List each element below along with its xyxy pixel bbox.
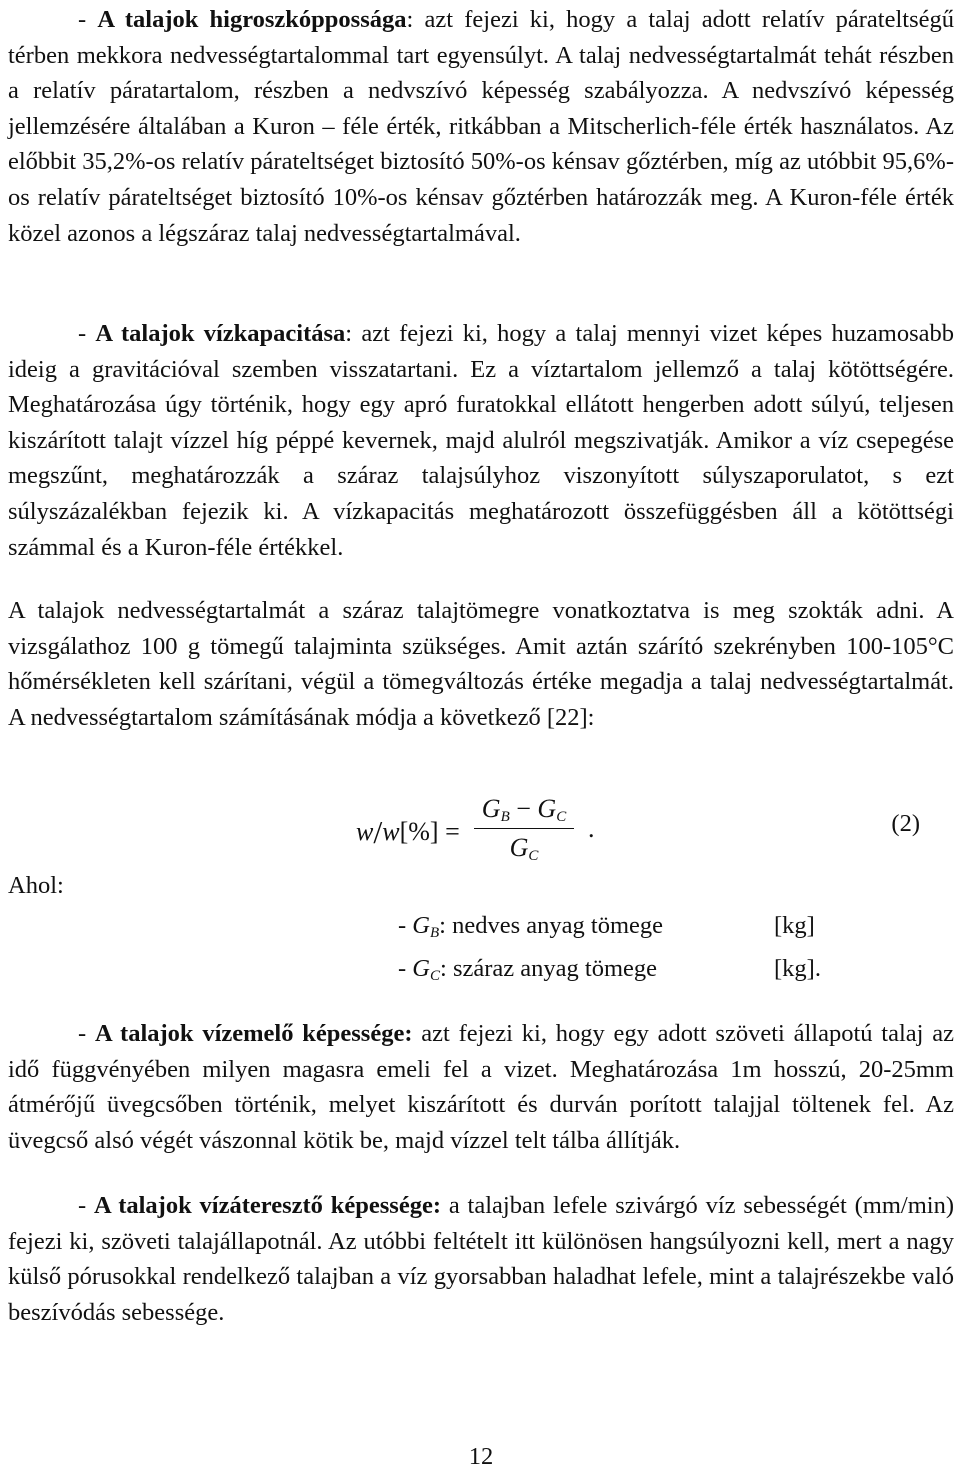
paragraph-text: : azt fejezi ki, hogy a talaj mennyi vizet képes huzamosabb ideig a gravitációval szemben visszatartani. Ez a víztartalom jellemző a talaj kötöttségére. Meghatározása úgy történik, hogy egy apró furatokkal ellátott hengerben adott súlyú, teljesen kiszárított talajt vízzel híg péppé kevernek, majd alulról megszivatják. Amikor a víz csepegése megszűnt, meghatározzák a száraz talajsúlyhoz viszonyított súlyszaporulatot, s ezt súlyszázalékban fejezik ki. A vízkapacitás meghatározott összefüggésben áll a kötöttségi számmal és a Kuron-féle értékkel.: [8, 320, 954, 561]
definition-row: - $G_B$: nedves anyag tömege [kg]: [398, 908, 821, 951]
paragraph-vizatereszto: - A talajok vízáteresztő képessége: a talajban lefele szivárgó víz sebességét (mm/min) fejezi ki, szöveti talajállapotnál. Az utóbbi feltételt itt különösen hangsúlyozni kell, mert a nagy külső pórusokkal rendelkező talajban a víz gyorsabban haladhat lefele, mint a talajrészekbe való beszívódás sebessége.: [8, 1192, 954, 1326]
paragraph-nedvessegtartalom: [8, 593, 954, 735]
fraction-numerator: $G_B - G_C$: [481, 794, 567, 825]
equation-2: w/w[%] = $G_B - G_C$ $G_C$ . (2): [356, 794, 920, 864]
fraction-bar: [474, 828, 574, 829]
unit: [kg].: [774, 955, 821, 982]
equation-number: (2): [891, 810, 920, 837]
unit: [kg]: [774, 912, 815, 939]
where-label: Ahol:: [8, 872, 64, 899]
equation-lhs: w/w[%] =: [356, 814, 460, 850]
paragraph-vizemelo: - A talajok vízemelő képessége: azt fejezi ki, hogy egy adott szöveti állapotú talaj az idő függvényében milyen magasra emeli fel a vizet. Meghatározása 1m hosszú, 20-25mm átmérőjű üvegcsőben történik, melyet kiszárított és durván porított talajjal töltenek fel. Az üvegcső alsó végét vászonnal kötik be, majd vízzel telt tálba állítják.: [8, 1020, 954, 1154]
variable-definitions: [398, 908, 821, 994]
page-number: 12: [468, 1443, 494, 1470]
paragraph-text: A talajok nedvességtartalmát a száraz talajtömegre vonatkoztatva is meg szokták adni. A vizsgálathoz 100 g tömegű talajminta szükséges. Amit aztán szárító szekrényben 100-105°C hőmérsékleten kell szárítani, végül a tömegváltozás értéke megadja a talaj nedvességtartalmát. A nedvességtartalom számításának módja a következő [22]:: [8, 597, 954, 731]
indent: [8, 6, 78, 33]
paragraph-text: : azt fejezi ki, hogy a talaj adott relatív párateltségű térben mekkora nedvességtartalommal tart egyensúlyt. A talaj nedvességtartalmát tehát részben a relatív páratartalom, részben a nedvszívó képesség szabályozza. A nedvszívó képesség jellemzésére általában a Kuron – féle érték, ritkábban a Mitscherlich-féle érték használatos. Az előbbit 35,2%-os relatív párateltséget biztosító 50%-os kénsav gőztérben, míg az utóbbit 95,6%-os relatív párateltséget biztosító 10%-os kénsav gőztérben határozzák meg. A Kuron-féle érték közel azonos a légszáraz talaj nedvességtartalmával.: [8, 6, 954, 247]
paragraph-vizkapacitas: - A talajok vízkapacitása: azt fejezi ki, hogy a talaj mennyi vizet képes huzamosabb ideig a gravitációval szemben visszatartani. Ez a víztartalom jellemző a talaj kötöttségére. Meghatározása úgy történik, hogy egy apró furatokkal ellátott hengerben adott súlyú, teljesen kiszárított talajt vízzel híg péppé kevernek, majd alulról megszivatják. Amikor a víz csepegése megszűnt, meghatározzák a száraz talajsúlyhoz viszonyított súlyszaporulatot, s ezt súlyszázalékban fejezik ki. A vízkapacitás meghatározott összefüggésben áll a kötöttségi számmal és a Kuron-féle értékkel.: [8, 320, 954, 561]
term-vizatereszto: A talajok vízáteresztő képessége:: [94, 1192, 441, 1219]
term-vizkapacitas: A talajok vízkapacitása: [95, 320, 346, 347]
fraction-denominator: $G_C$: [509, 833, 539, 864]
paragraph-text: azt fejezi ki, hogy egy adott szöveti állapotú talaj az idő függvényében milyen magasra emeli fel a vizet. Meghatározása 1m hosszú, 20-25mm átmérőjű üvegcsőben történik, melyet kiszárított és durván porított talajjal töltenek fel. Az üvegcső alsó végét vászonnal kötik be, majd vízzel telt tálba állítják.: [8, 1020, 954, 1154]
term-vizemelo: A talajok vízemelő képessége:: [94, 1020, 413, 1047]
equation-fraction: [474, 794, 574, 865]
paragraph-text: a talajban lefele szivárgó víz sebességét (mm/min) fejezi ki, szöveti talajállapotnál. Az utóbbi feltételt itt különösen hangsúlyozni kell, mert a nagy külső pórusokkal rendelkező talajban a víz gyorsabban haladhat lefele, mint a talajrészekbe való beszívódás sebessége.: [8, 1192, 954, 1326]
paragraph-higroszkopossag: - A talajok higroszkóppossága: azt fejezi ki, hogy a talaj adott relatív párateltségű térben mekkora nedvességtartalommal tart egyensúlyt. A talaj nedvességtartalmát tehát részben a relatív páratartalom, részben a nedvszívó képesség szabályozza. A nedvszívó képesség jellemzésére általában a Kuron – féle érték, ritkábban a Mitscherlich-féle érték használatos. Az előbbit 35,2%-os relatív párateltséget biztosító 50%-os kénsav gőztérben, míg az utóbbit 95,6%-os relatív párateltséget biztosító 10%-os kénsav gőztérben határozzák meg. A Kuron-féle érték közel azonos a légszáraz talaj nedvességtartalmával.: [8, 6, 954, 247]
definition-row: - $G_C$: száraz anyag tömege [kg].: [398, 951, 821, 994]
term-higroszkopossag: A talajok higroszkóppossága: [97, 6, 407, 33]
